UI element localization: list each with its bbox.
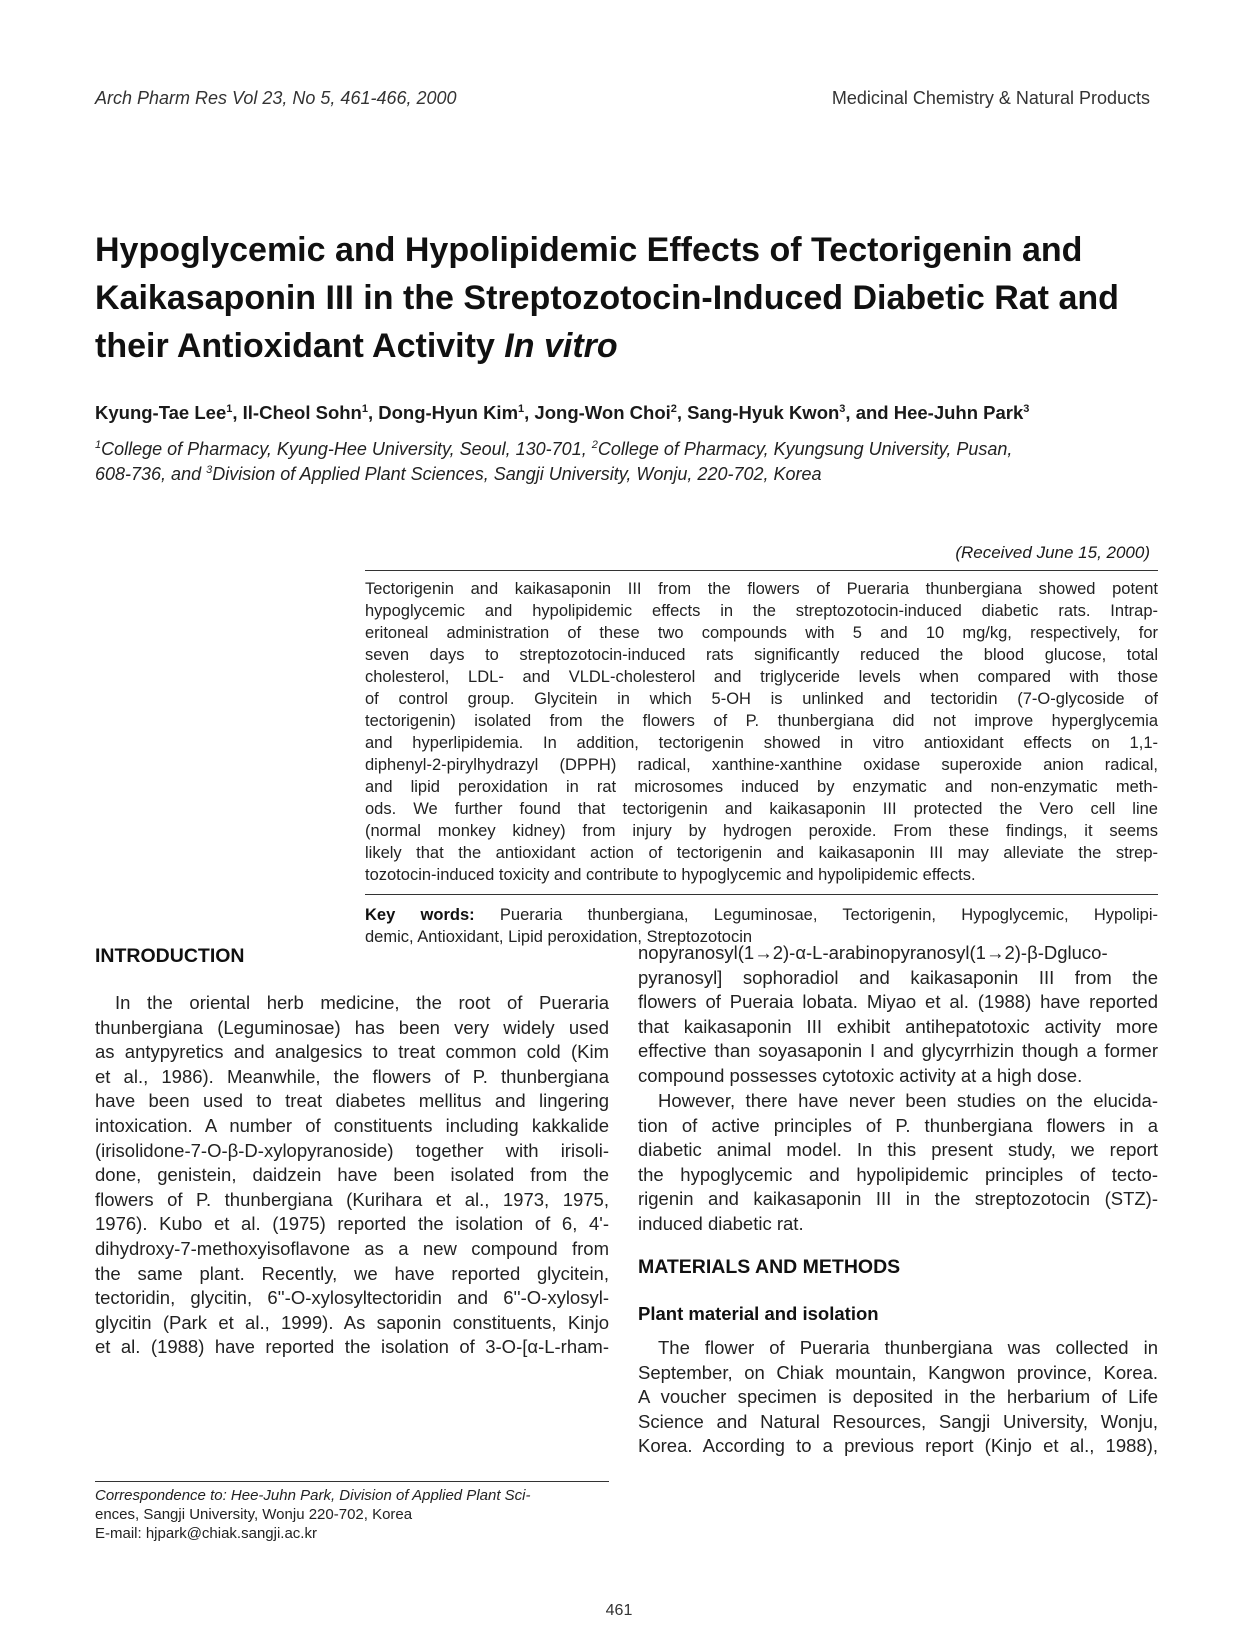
- intro-line: (irisolidone-7-O-β-D-xylopyranoside) together with irisoli-: [95, 1139, 609, 1161]
- author-affil-sup: 1: [226, 402, 233, 415]
- body-line: tion of active principles of P. thunbergiana flowers in a: [638, 1114, 1158, 1136]
- intro-line: have been used to treat diabetes mellitus and lingering: [95, 1090, 609, 1112]
- keywords-line-2: demic, Antioxidant, Lipid peroxidation, Streptozotocin: [365, 928, 753, 946]
- body-line: rigenin and kaikasaponin III in the streptozotocin (STZ)-: [638, 1188, 1158, 1210]
- title-line-3-main: their Antioxidant Activity: [95, 327, 505, 365]
- author-name: , Sang-Hyuk Kwon: [676, 402, 840, 423]
- abstract-line: and lipid peroxidation in rat microsomes induced by enzymatic and non-enzymatic meth-: [365, 778, 1158, 796]
- affil-text: Division of Applied Plant Sciences, Sangji University, Wonju, 220-702, Korea: [212, 464, 822, 484]
- abstract-line: hypoglycemic and hypolipidemic effects in the streptozotocin-induced diabetic rats. Intrap-: [365, 602, 1158, 620]
- right-col-continuation: [638, 941, 1158, 1089]
- intro-line: thunbergiana (Leguminosae) has been very widely used: [95, 1016, 609, 1038]
- right-col-paragraph-3: [638, 1336, 1158, 1459]
- keywords-line-1: [365, 904, 1158, 926]
- intro-line: tectoridin, glycitin, 6''-O-xylosyltectoridin and 6''-O-xylosyl-: [95, 1287, 609, 1309]
- abstract-line: eritoneal administration of these two compounds with 5 and 10 mg/kg, respectively, for: [365, 624, 1158, 642]
- affil-sup: 3: [206, 464, 213, 476]
- body-line: diabetic animal model. In this present study, we report: [638, 1139, 1158, 1161]
- footnote-line-3: E-mail: hjpark@chiak.sangji.ac.kr: [95, 1525, 317, 1542]
- author-name: , and Hee-Juhn Park: [845, 402, 1024, 423]
- body-line: the hypoglycemic and hypolipidemic principles of tecto-: [638, 1163, 1158, 1185]
- body-line: compound possesses cytotoxic activity at a high dose.: [638, 1064, 1083, 1086]
- journal-section: Medicinal Chemistry & Natural Products: [831, 88, 1150, 108]
- author-list: [95, 402, 1175, 424]
- abstract-top-rule: [365, 570, 1158, 571]
- body-line: September, on Chiak mountain, Kangwon province, Korea.: [638, 1361, 1158, 1383]
- title-italic: In vitro: [504, 327, 618, 365]
- abstract-line: tozotocin-induced toxicity and contribute to hypoglycemic and hypolipidemic effects.: [365, 866, 976, 884]
- received-date: (Received June 15, 2000): [955, 543, 1150, 562]
- correspondence-footnote: [95, 1486, 609, 1543]
- author-affil-sup: 3: [839, 402, 846, 415]
- introduction-body: [95, 991, 609, 1360]
- author-name: , Il-Cheol Sohn: [232, 402, 362, 423]
- intro-line: done, genistein, daidzein have been isolated from the: [95, 1164, 609, 1186]
- footnote-rule: [95, 1481, 609, 1482]
- abstract-line: seven days to streptozotocin-induced rats significantly reduced the blood glucose, total: [365, 646, 1158, 664]
- abstract-bottom-rule: [365, 894, 1158, 895]
- abstract-line: ods. We further found that tectorigenin and kaikasaponin III protected the Vero cell line: [365, 800, 1158, 818]
- intro-line: glycitin (Park et al., 1999). As saponin constituents, Kinjo: [95, 1311, 609, 1333]
- affil-sup: 2: [591, 439, 598, 451]
- abstract-line: (normal monkey kidney) from injury by hydrogen peroxide. From these findings, it seems: [365, 822, 1158, 840]
- abstract-line: likely that the antioxidant action of tectorigenin and kaikasaponin III may alleviate the strep-: [365, 844, 1158, 862]
- footnote-line-2: ences, Sangji University, Wonju 220-702, Korea: [95, 1506, 413, 1523]
- body-line: However, there have never been studies on the elucida-: [658, 1090, 1158, 1111]
- body-line: The flower of Pueraria thunbergiana was collected in: [658, 1337, 1158, 1358]
- author-affil-sup: 3: [1023, 402, 1030, 415]
- keywords-text: Pueraria thunbergiana, Leguminosae, Tectorigenin, Hypoglycemic, Hypolipi-: [474, 906, 1159, 924]
- affiliation-line-1: [95, 437, 1155, 462]
- affil-sup: 1: [95, 439, 102, 451]
- right-col-paragraph-2: [638, 1089, 1158, 1237]
- affil-text: College of Pharmacy, Kyung-Hee University, Seoul, 130-701,: [101, 439, 592, 459]
- body-line: nopyranosyl(1→2)-α-L-arabinopyranosyl(1→2)-β-Dgluco-: [638, 942, 1108, 963]
- abstract-line: and hyperlipidemia. In addition, tectorigenin showed in vitro antioxidant effects on 1,1-: [365, 734, 1158, 752]
- author-name: , Jong-Won Choi: [524, 402, 671, 423]
- intro-line: et al. (1988) have reported the isolation of 3-O-[α-L-rham-: [95, 1336, 609, 1358]
- abstract-line: diphenyl-2-pirylhydrazyl (DPPH) radical, xanthine-xanthine oxidase superoxide anion radical,: [365, 756, 1158, 774]
- article-title: [95, 226, 1155, 370]
- abstract-line: Tectorigenin and kaikasaponin III from the flowers of Pueraria thunbergiana showed potent: [365, 580, 1158, 598]
- body-line: that kaikasaponin III exhibit antihepatotoxic activity more: [638, 1015, 1158, 1037]
- body-line: Korea. According to a previous report (Kinjo et al., 1988),: [638, 1435, 1158, 1457]
- methods-heading: MATERIALS AND METHODS: [638, 1256, 901, 1278]
- intro-line: the same plant. Recently, we have reported glycitein,: [95, 1262, 609, 1284]
- body-line: Science and Natural Resources, Sangji University, Wonju,: [638, 1410, 1158, 1432]
- author-affil-sup: 2: [670, 402, 677, 415]
- body-line: effective than soyasaponin I and glycyrrhizin though a former: [638, 1040, 1158, 1062]
- intro-line: 1976). Kubo et al. (1975) reported the isolation of 6, 4'-: [95, 1213, 609, 1235]
- introduction-heading: INTRODUCTION: [95, 945, 245, 967]
- title-line-2: Kaikasaponin III in the Streptozotocin-Induced Diabetic Rat and: [95, 279, 1119, 317]
- intro-line: et al., 1986). Meanwhile, the flowers of P. thunbergiana: [95, 1065, 609, 1087]
- intro-line: In the oriental herb medicine, the root of Pueraria: [115, 992, 609, 1013]
- abstract-line: cholesterol, LDL- and VLDL-cholesterol and triglyceride levels when compared with those: [365, 668, 1158, 686]
- affil-text: College of Pharmacy, Kyungsung University, Pusan,: [597, 439, 1013, 459]
- journal-citation: Arch Pharm Res Vol 23, No 5, 461-466, 2000: [95, 88, 457, 108]
- footnote-line-1: Correspondence to: Hee-Juhn Park, Division of Applied Plant Sci-: [95, 1487, 531, 1504]
- intro-line: as antypyretics and analgesics to treat common cold (Kim: [95, 1041, 609, 1063]
- abstract-line: of control group. Glycitein in which 5-OH is unlinked and tectoridin (7-O-glycoside of: [365, 690, 1158, 708]
- affil-text: 608-736, and: [95, 464, 207, 484]
- author-name: Kyung-Tae Lee: [95, 402, 227, 423]
- abstract: [365, 578, 1158, 886]
- intro-line: dihydroxy-7-methoxyisoflavone as a new compound from: [95, 1237, 609, 1259]
- intro-line: intoxication. A number of constituents including kakkalide: [95, 1114, 609, 1136]
- intro-line: flowers of P. thunbergiana (Kurihara et al., 1973, 1975,: [95, 1188, 609, 1210]
- author-affil-sup: 1: [518, 402, 525, 415]
- body-line: A voucher specimen is deposited in the herbarium of Life: [638, 1386, 1158, 1408]
- keywords-label: Key words:: [365, 906, 475, 924]
- affiliation-line-2: [95, 462, 1155, 487]
- affiliations: [95, 437, 1155, 487]
- title-line-1: Hypoglycemic and Hypolipidemic Effects of Tectorigenin and: [95, 231, 1083, 269]
- title-line-3: [95, 322, 1155, 370]
- author-affil-sup: 1: [361, 402, 368, 415]
- plant-material-subheading: Plant material and isolation: [638, 1303, 879, 1324]
- author-name: , Dong-Hyun Kim: [367, 402, 519, 423]
- page-number: 461: [605, 1602, 633, 1619]
- body-line: induced diabetic rat.: [638, 1212, 804, 1234]
- body-line: pyranosyl] sophoradiol and kaikasaponin III from the: [638, 966, 1158, 988]
- abstract-line: tectorigenin) isolated from the flowers of P. thunbergiana did not improve hyperglycemia: [365, 712, 1158, 730]
- body-line: flowers of Pueraia lobata. Miyao et al. (1988) have reported: [638, 991, 1158, 1013]
